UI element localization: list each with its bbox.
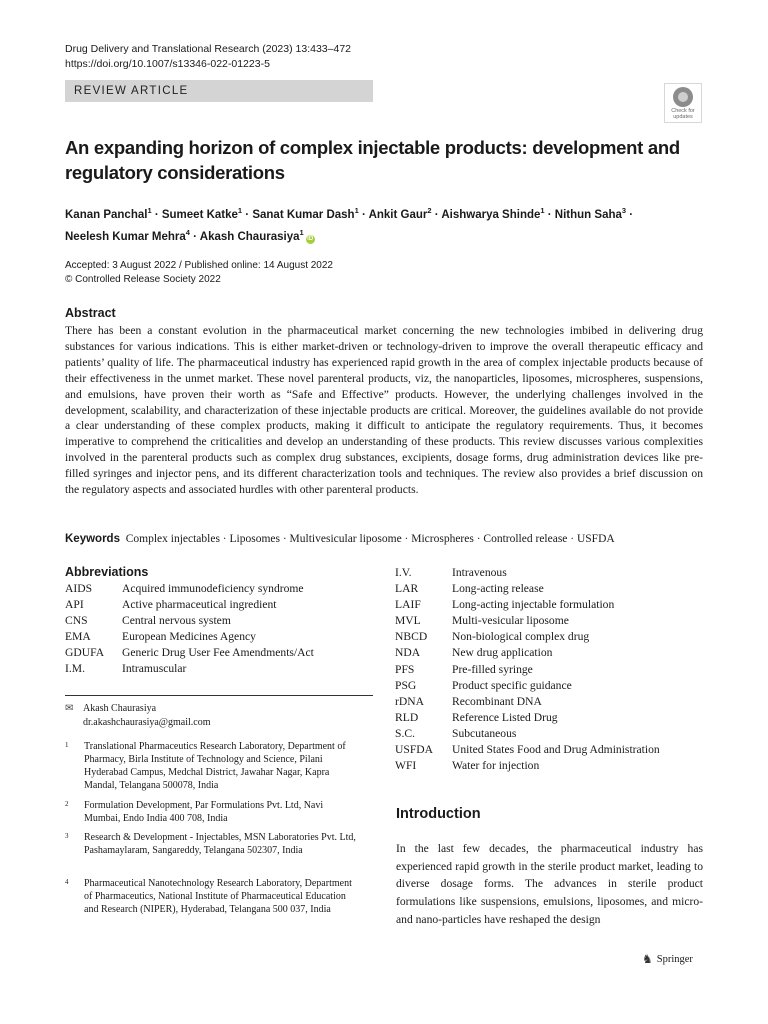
- publication-dates: [65, 259, 333, 287]
- abbreviation-row: [395, 597, 715, 613]
- author-affiliation-number: 2: [427, 206, 432, 215]
- abbreviation-term: RLD: [395, 710, 419, 724]
- affiliation-2: 2 Formulation Development, Par Formulations Pvt. Ltd, Navi Mumbai, Endo India 400 708, India: [65, 800, 324, 824]
- abbreviation-definition: Reference Listed Drug: [452, 710, 558, 724]
- journal-header: [65, 42, 351, 72]
- abbreviation-term: CNS: [65, 614, 88, 628]
- author-affiliation-number: 1: [540, 206, 545, 215]
- article-title: An expanding horizon of complex injectable products: development and regulatory considerations: [65, 137, 680, 183]
- abbreviation-term: PSG: [395, 678, 417, 692]
- abbreviation-row: [395, 726, 715, 742]
- author-name[interactable]: Akash Chaurasiya: [199, 230, 300, 243]
- springer-logo-icon: ♞: [642, 952, 653, 966]
- abbreviation-term: LAIF: [395, 598, 421, 612]
- author-name[interactable]: Kanan Panchal: [65, 208, 148, 221]
- abbreviation-term: GDUFA: [65, 646, 105, 660]
- introduction-heading: Introduction: [396, 806, 481, 822]
- affiliation-4: 4 Pharmaceutical Nanotechnology Research Laboratory, Department of Pharmaceutics, National Institute of Pharmaceutical Education and Research (NIPER), Hyderabad, Telangana 500 037, India: [65, 878, 352, 915]
- abbreviation-definition: Non-biological complex drug: [452, 630, 590, 644]
- footnote-divider: [65, 695, 373, 696]
- author-name[interactable]: Sumeet Katke: [161, 208, 238, 221]
- abstract-text: There has been a constant evolution in the pharmaceutical market concerning the new technologies imbibed in delivering drug substances for various indications. This is either market-driven or technology-driven to improve the overall therapeutic efficacy and patients’ quality of life. The pharmaceutical industry has experienced rapid growth in the area of complex injectable products because of their effectiveness in the unmet market. These novel parenteral products, viz, the nanoparticles, liposomes, microspheres, suspensions, and emulsions, have proven their worth as “Safe and Effective” products. However, the underlying challenges involved in the development, scalability, and characterization of these injectable products are critical. Moreover, the guidelines available do not provide a clear understanding of these complex products, making it difficult to anticipate the regulatory requirements. Thus, it becomes imperative to comprehend the criticalities and develop an understanding of these products. This review discusses various complexities involved in the parenteral products such as complex drug substances, excipients, dosage forms, drug administration devices like pre-filled syringes and injector pens, and its different characterization tools and techniques. The review also provides a brief discussion on the regulatory aspects and associated hurdles with other parenteral products.: [65, 324, 703, 497]
- abbreviation-definition: Water for injection: [452, 759, 540, 773]
- contact-email[interactable]: dr.akashchaurasiya@gmail.com: [83, 717, 211, 728]
- author-affiliation-number: 1: [354, 206, 359, 215]
- abbreviation-term: LAR: [395, 582, 419, 596]
- abbreviation-row: [395, 742, 715, 758]
- abbreviation-row: [395, 710, 715, 726]
- author-affiliation-number: 1: [299, 227, 304, 237]
- abbreviation-row: [395, 662, 715, 678]
- orcid-icon[interactable]: iD: [307, 235, 314, 242]
- copyright: © Controlled Release Society 2022: [65, 274, 221, 285]
- abbreviation-row: [395, 758, 715, 774]
- envelope-icon: ✉: [65, 703, 74, 714]
- keywords-text: Complex injectables · Liposomes · Multivesicular liposome · Microspheres · Controlled release · USFDA: [125, 533, 615, 545]
- author-name[interactable]: Ankit Gaur: [368, 208, 428, 221]
- author-list: Kanan Panchal$^1$ · Sumeet Katke$^1$ · Sanat Kumar Dash$^1$ · Ankit Gaur$^2$ · Aishwarya Shinde$^1$ · Nithun Saha$^3$ · Neelesh Kumar Mehra$^4$ · Akash Chaurasiya$^1$iD: [65, 206, 634, 243]
- author-name[interactable]: Nithun Saha: [554, 208, 622, 221]
- abbreviation-row: [65, 629, 365, 645]
- check-updates-icon: [673, 87, 693, 107]
- author-name[interactable]: Neelesh Kumar Mehra: [65, 230, 186, 243]
- abbreviation-row: [65, 661, 365, 677]
- abbreviation-definition: Intramuscular: [122, 662, 187, 676]
- abbreviation-term: rDNA: [395, 694, 424, 708]
- abbreviations-right-column: [395, 565, 715, 774]
- abbreviation-row: [395, 565, 715, 581]
- accepted-date: Accepted: 3 August 2022: [65, 260, 177, 271]
- publisher-name: Springer: [656, 954, 693, 965]
- abbreviation-definition: European Medicines Agency: [122, 630, 256, 644]
- abbreviation-definition: Acquired immunodeficiency syndrome: [122, 582, 304, 595]
- abbreviation-definition: Recombinant DNA: [452, 694, 542, 708]
- abbreviation-term: S.C.: [395, 726, 415, 740]
- abbreviation-term: PFS: [395, 662, 415, 676]
- abbreviations-left-column: [65, 581, 365, 678]
- doi-link[interactable]: https://doi.org/10.1007/s13346-022-01223-5: [65, 58, 270, 70]
- abbreviation-row: [395, 645, 715, 661]
- journal-citation: Drug Delivery and Translational Research (2023) 13:433–472: [65, 43, 352, 55]
- author-affiliation-number: 3: [621, 206, 627, 215]
- abbreviation-term: AIDS: [65, 582, 93, 595]
- abbreviation-row: [65, 597, 365, 613]
- abbreviation-term: EMA: [65, 630, 91, 644]
- affiliation-1: 1 Translational Pharmaceutics Research Laboratory, Department of Pharmacy, Birla Institute of Technology and Science, Pilani Hyderabad Campus, Medchal District, Jawahar Nagar, Kapra Mandal, Telangana 500078, India: [65, 741, 346, 791]
- abbreviation-definition: Central nervous system: [122, 614, 231, 628]
- abbreviation-definition: Pre-filled syringe: [452, 662, 533, 676]
- affiliation-3: 3 Research & Development - Injectables, MSN Laboratories Pvt. Ltd, Pashamaylaram, Sangareddy, Telangana 502307, India: [65, 832, 356, 856]
- article-type-badge: REVIEW ARTICLE: [65, 80, 373, 102]
- publisher-footer: [642, 952, 693, 967]
- abbreviations-heading: Abbreviations: [65, 565, 149, 579]
- abbreviation-row: [395, 613, 715, 629]
- abbreviation-term: I.V.: [395, 566, 412, 579]
- author-name[interactable]: Aishwarya Shinde: [441, 208, 541, 221]
- abbreviation-term: NBCD: [395, 630, 428, 644]
- abbreviation-term: USFDA: [395, 743, 434, 757]
- abbreviation-definition: Generic Drug User Fee Amendments/Act: [122, 646, 314, 660]
- abbreviation-row: [395, 581, 715, 597]
- abbreviation-row: [395, 694, 715, 710]
- abbreviation-definition: Multi-vesicular liposome: [452, 614, 569, 628]
- abbreviation-term: MVL: [395, 614, 421, 628]
- contact-name: Akash Chaurasiya: [83, 703, 157, 714]
- abbreviation-term: WFI: [395, 759, 417, 773]
- abbreviation-row: [65, 581, 365, 597]
- abbreviation-row: [65, 645, 365, 661]
- abbreviation-row: [395, 678, 715, 694]
- author-affiliation-number: 1: [237, 206, 243, 215]
- abbreviation-definition: New drug application: [452, 646, 553, 660]
- author-affiliation-number: 4: [185, 227, 190, 237]
- check-for-updates-button[interactable]: Check for updates: [664, 83, 702, 123]
- abbreviation-definition: Long-acting injectable formulation: [452, 598, 615, 612]
- abbreviation-definition: Long-acting release: [452, 582, 544, 596]
- abbreviation-definition: United States Food and Drug Administration: [452, 743, 660, 757]
- abbreviation-definition: Active pharmaceutical ingredient: [122, 598, 277, 612]
- abbreviation-definition: Subcutaneous: [452, 726, 517, 740]
- corresponding-author: [65, 702, 211, 730]
- introduction-text: In the last few decades, the pharmaceutical industry has experienced rapid growth in the sterile product market, leading to diverse dosage forms. The advances in sterile product formulations like suspensions, emulsions, liposomes, and micro- and nano-particles have reshaped the design: [396, 842, 703, 926]
- abbreviation-definition: Intravenous: [452, 566, 507, 579]
- abbreviation-term: I.M.: [65, 662, 85, 676]
- abbreviation-definition: Product specific guidance: [452, 678, 572, 692]
- published-date: / Published online: 14 August 2022: [176, 260, 333, 271]
- abbreviation-term: NDA: [395, 646, 421, 660]
- author-name[interactable]: Sanat Kumar Dash: [252, 208, 355, 221]
- keywords-label: Keywords: [65, 533, 120, 545]
- author-affiliation-number: 1: [147, 206, 152, 215]
- abbreviation-row: [65, 613, 365, 629]
- abstract-heading: Abstract: [65, 306, 116, 320]
- keywords: [65, 533, 715, 545]
- abbreviation-row: [395, 629, 715, 645]
- abbreviation-term: API: [65, 598, 84, 612]
